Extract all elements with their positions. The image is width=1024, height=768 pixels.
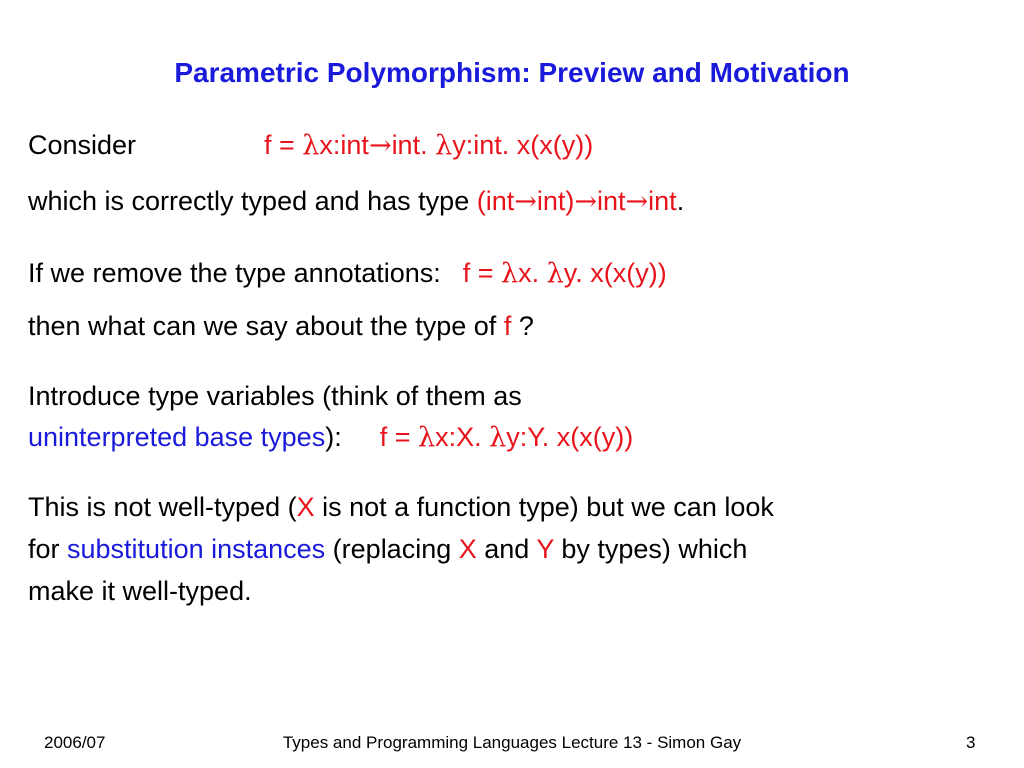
typed-end: . [676, 186, 685, 216]
typed-line [28, 184, 684, 219]
lambda-symbol: λ [489, 422, 507, 453]
expr-part: x:int [319, 130, 369, 160]
lambda-symbol: λ [302, 130, 320, 161]
type-part: int) [536, 186, 575, 216]
typed-text: which is correctly typed and has type [28, 186, 477, 216]
expr-part: f = [264, 130, 303, 160]
introduce-text: Introduce type variables (think of them as [28, 381, 522, 411]
introduce-expression [380, 422, 634, 452]
type-var-y: Y [536, 534, 554, 564]
remove-text: If we remove the type annotations: [28, 258, 441, 288]
arrow-symbol: → [368, 130, 392, 161]
expr-part: f = [379, 422, 418, 452]
expr-part: y:int. x(x(y)) [452, 130, 594, 160]
footer-course: Types and Programming Languages Lecture 13 - Simon Gay [282, 733, 742, 752]
then-line [28, 309, 534, 343]
arrow-symbol: → [625, 186, 649, 217]
type-var-x: X [296, 492, 315, 522]
then-text: then what can we say about the type of [28, 311, 504, 341]
para-line-1 [28, 490, 774, 524]
consider-expression [264, 130, 593, 160]
type-var-x: X [458, 534, 477, 564]
uninterpreted-base-types: uninterpreted base types [28, 422, 326, 452]
type-part: int [648, 186, 677, 216]
substitution-instances: substitution instances [67, 534, 326, 564]
type-part: int [597, 186, 626, 216]
f-symbol: f [503, 311, 512, 341]
expr-part: y. x(x(y)) [563, 258, 667, 288]
introduce-after: ): [325, 422, 342, 452]
footer-page-number: 3 [966, 733, 976, 752]
expr-part: f = [462, 258, 502, 288]
para-line-2 [28, 532, 747, 566]
para-text: for [28, 534, 68, 564]
type-expression [477, 186, 677, 216]
consider-line [28, 128, 593, 163]
para-line-3 [28, 574, 252, 608]
para-text: by types) which [553, 534, 748, 564]
expr-part: x:X. [435, 422, 490, 452]
para-text: make it well-typed. [28, 576, 252, 606]
then-end: ? [511, 311, 534, 341]
para-text: This is not well-typed ( [28, 492, 297, 522]
remove-expression [463, 258, 667, 288]
expr-part: int. [391, 130, 436, 160]
para-text: (replacing [325, 534, 459, 564]
arrow-symbol: → [574, 186, 597, 217]
expr-part: x. [518, 258, 547, 288]
arrow-symbol: → [514, 186, 537, 217]
lambda-symbol: λ [546, 258, 564, 289]
consider-label: Consider [28, 130, 137, 160]
expr-part: y:Y. x(x(y)) [506, 422, 634, 452]
lambda-symbol: λ [501, 258, 519, 289]
introduce-line-1 [28, 379, 522, 413]
slide-title: Parametric Polymorphism: Preview and Motivation [174, 57, 850, 88]
introduce-line-2 [28, 420, 633, 455]
footer-date: 2006/07 [44, 733, 106, 752]
para-text: is not a function type) but we can look [314, 492, 774, 522]
remove-line [28, 256, 667, 291]
para-text: and [476, 534, 537, 564]
type-part: (int [476, 186, 515, 216]
lambda-symbol: λ [417, 422, 436, 453]
lambda-symbol: λ [435, 130, 453, 161]
